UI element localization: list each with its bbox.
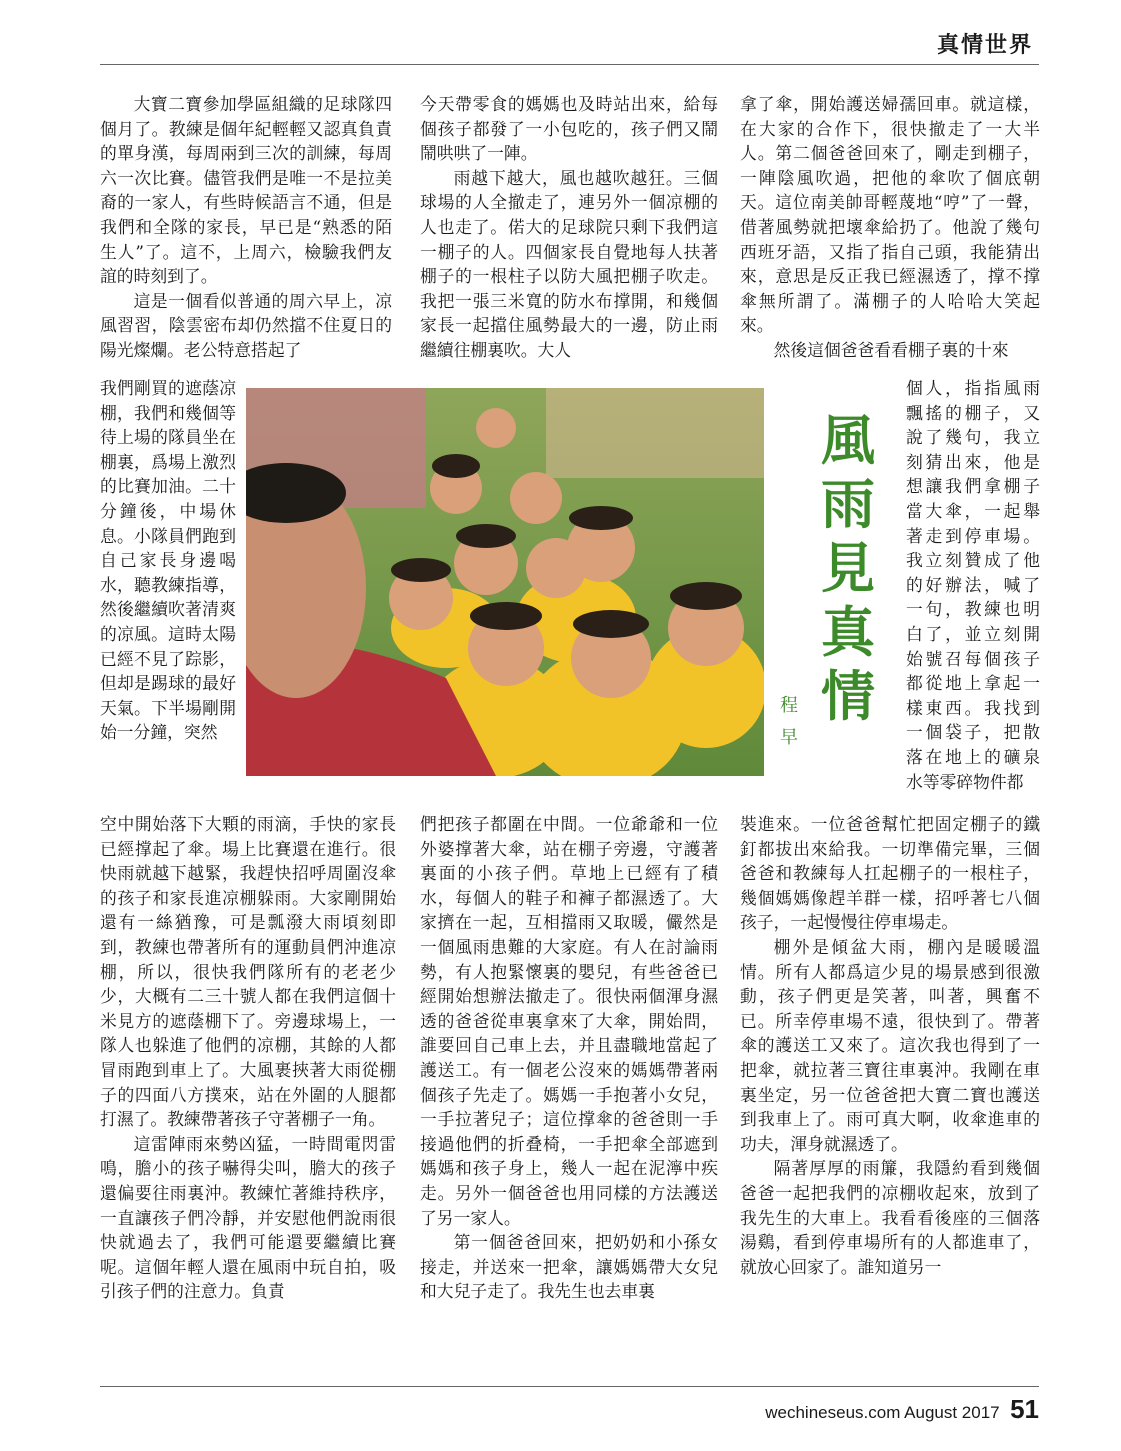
- author-byline: 程 早: [780, 695, 798, 748]
- column-3-narrow: 個人，指指風雨飄搖的棚子，又說了幾句，我立刻猜出來，他是想讓我們拿棚子當大傘，一起舉著走到停車場。我立刻贊成了他的好辦法，喊了一句，教練也明白了，並立刻開始號召每個孩子都從地上拿起一樣東西。我找到一個袋子，把散落在地上的礦泉水等零碎物件都: [906, 378, 1040, 792]
- paragraph: 然後這個爸爸看看棚子裏的十來: [773, 339, 1009, 360]
- paragraph: 雨越下越大，風也越吹越狂。三個球場的人全撤走了，連另外一個凉棚的人也走了。偌大的足球院只剩下我們這一棚子的人。四個家長自覺地每人扶著棚子的一根柱子以防大風把棚子吹走。我把一張三米寬的防水布撑開，和幾個家長一起擋住風勢最大的一邊，防止雨繼續往棚裏吹。大人: [420, 167, 718, 360]
- article-photo: [246, 388, 764, 776]
- paragraph: 這雷陣雨來勢凶猛，一時間電閃雷鳴，膽小的孩子嚇得尖叫，膽大的孩子還偏要往雨裏沖。教練忙著維持秩序，一直讓孩子們冷靜，并安慰他們說雨很快就過去了，我們可能還要繼續比賽呢。這個年輕人還在風雨中玩自拍，吸引孩子們的注意力。負責: [100, 1133, 396, 1302]
- column-2-top: [420, 92, 718, 363]
- selfie-photo-illustration: [246, 388, 764, 776]
- paragraph: 今天帶零食的媽媽也及時站出來，給每個孩子都發了一小包吃的，孩子們又鬧鬧哄哄了一陣。: [420, 94, 718, 164]
- section-title: 真情世界: [936, 32, 1033, 58]
- column-3-bottom: [740, 812, 1040, 1279]
- header-divider: [100, 64, 1039, 65]
- paragraph: 拿了傘，開始護送婦孺回車。就這樣，在大家的合作下，很快撤走了一大半人。第二個爸爸回來了，剛走到棚子，一陣陰風吹過，把他的傘吹了個底朝天。這位南美帥哥輕蔑地“哼”了一聲，借著風勢就把壞傘給扔了。他說了幾句西班牙語，又指了指自己頭，我能猜出來，意思是反正我已經濕透了，撑不撑傘無所謂了。滿棚子的人哈哈大笑起來。: [740, 94, 1040, 336]
- paragraph: 第一個爸爸回來，把奶奶和小孫女接走，并送來一把傘，讓媽媽帶大女兒和大兒子走了。我先生也去車裏: [420, 1232, 718, 1302]
- paragraph: 棚外是傾盆大雨，棚內是暖暖溫情。所有人都爲這少見的場景感到很激動，孩子們更是笑著，叫著，興奮不已。所幸停車場不遠，很快到了。帶著傘的護送工又來了。這次我也得到了一把傘，就拉著三寶往車裏沖。我剛在車裏坐定，另一位爸爸把大寶二寶也護送到我車上了。雨可真大啊，收傘進車的功夫，渾身就濕透了。: [740, 936, 1040, 1154]
- footer-site-date: wechineseus.com August 2017: [765, 1403, 1000, 1422]
- article-title-block: [768, 390, 896, 778]
- column-2-bottom: [420, 812, 718, 1304]
- footer-divider: [100, 1386, 1039, 1387]
- column-1-top: [100, 92, 392, 363]
- column-3-top: [740, 92, 1040, 363]
- paragraph: 大寶二寶參加學區組織的足球隊四個月了。教練是個年紀輕輕又認真負責的單身漢，每周兩到三次的訓練，每周六一次比賽。儘管我們是唯一不是拉美裔的一家人，有些時候語言不通，但是我們和全隊的家長，早已是“熟悉的陌生人”了。這不，上周六，檢驗我們友誼的時刻到了。: [100, 94, 392, 287]
- footer: [765, 1394, 1039, 1425]
- paragraph: 隔著厚厚的雨簾，我隱約看到幾個爸爸一起把我們的凉棚收起來，放到了我先生的大車上。我看看後座的三個落湯鷄，看到停車場所有的人都進車了，就放心回家了。誰知道另一: [740, 1158, 1040, 1277]
- column-1-narrow: 我們剛買的遮蔭凉棚，我們和幾個等待上場的隊員坐在棚裏，爲場上激烈的比賽加油。二十分鐘後，中場休息。小隊員們跑到自己家長身邊喝水，聽教練指導，然後繼續吹著清爽的凉風。這時太陽已經不見了踪影，但却是踢球的最好天氣。下半場剛開始一分鐘，突然: [100, 378, 236, 743]
- article-title: 風雨見真情: [821, 408, 875, 728]
- paragraph: 空中開始落下大顆的雨滴，手快的家長已經撑起了傘。場上比賽還在進行。很快雨就越下越緊，我趕快招呼周圍沒傘的孩子和家長進凉棚躲雨。大家剛開始還有一絲猶豫，可是瓢潑大雨頃刻即到，教練也帶著所有的運動員們沖進凉棚，所以，很快我們隊所有的老老少少，大概有二三十號人都在我們這個十米見方的遮蔭棚下了。旁邊球場上，一隊人也躲進了他們的凉棚，其餘的人都冒雨跑到車上了。大風裹挾著大雨從棚子的四面八方撲來，站在外圍的人腿都打濕了。教練帶著孩子守著棚子一角。: [100, 814, 396, 1130]
- page-number: 51: [1010, 1394, 1039, 1424]
- column-1-bottom: [100, 812, 396, 1304]
- paragraph: 裝進來。一位爸爸幫忙把固定棚子的鐵釘都拔出來給我。一切準備完畢，三個爸爸和教練每人扛起棚子的一根柱子，幾個媽媽像趕羊群一樣，招呼著七八個孩子，一起慢慢往停車場走。: [740, 814, 1040, 933]
- paragraph: 這是一個看似普通的周六早上，凉風習習，陰雲密布却仍然擋不住夏日的陽光燦爛。老公特意搭起了: [100, 290, 392, 360]
- paragraph: 們把孩子都圍在中間。一位爺爺和一位外婆撑著大傘，站在棚子旁邊，守護著裏面的小孩子們。草地上已經有了積水，每個人的鞋子和褲子都濕透了。大家擠在一起，互相擋雨又取暖，儼然是一個風雨患難的大家庭。有人在討論雨勢，有人抱緊懷裏的嬰兒，有些爸爸已經開始想辦法撤走了。很快兩個渾身濕透的爸爸從車裏拿來了大傘，開始問，誰要回自己車上去，并且盡職地當起了護送工。有一個老公沒來的媽媽帶著兩個孩子先走了。媽媽一手抱著小女兒，一手拉著兒子；這位撑傘的爸爸則一手接過他們的折叠椅，一手把傘全部遮到媽媽和孩子身上，幾人一起在泥濘中疾走。另外一個爸爸也用同樣的方法護送了另一家人。: [420, 814, 718, 1228]
